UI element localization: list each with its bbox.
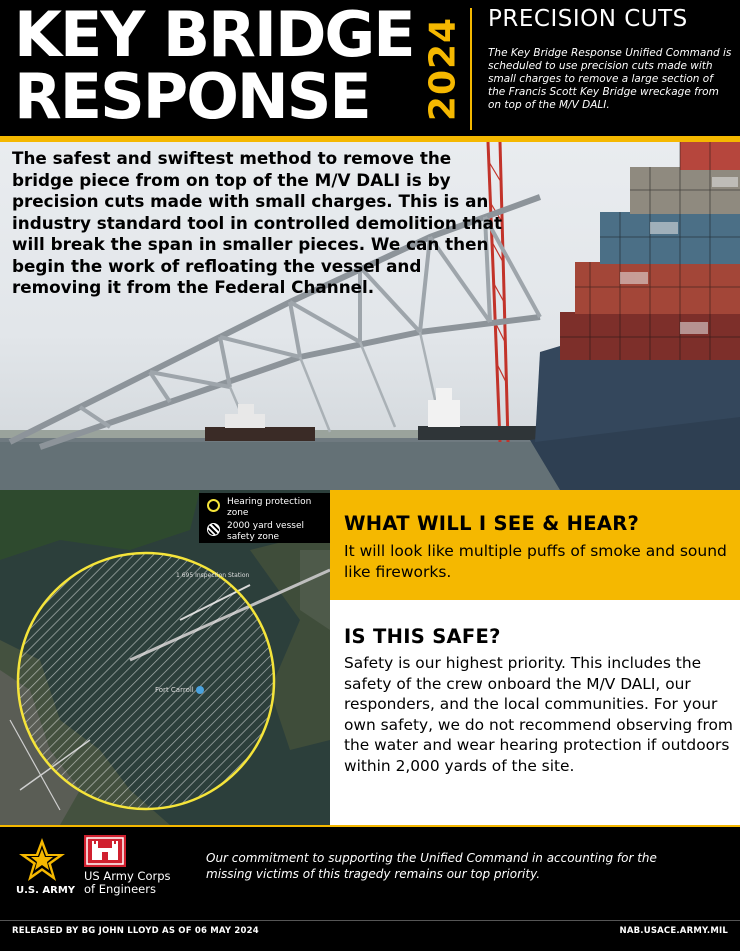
release-note: RELEASED BY BG JOHN LLOYD AS OF 06 MAY 2024 (12, 926, 259, 936)
usace-castle-icon (84, 835, 126, 867)
page-title (14, 0, 434, 133)
safety-heading: IS THIS SAFE? (344, 625, 501, 648)
safety-zone-map (0, 490, 330, 825)
legend-hearing-zone: Hearing protection zone (207, 497, 330, 519)
title-line-1: KEY BRIDGE (14, 0, 414, 71)
section-description: The Key Bridge Response Unified Command is scheduled to use precision cuts made with small charges to remove a large section of the Francis Scott Key Bridge wreckage from on top of the M/V DALI. (488, 47, 732, 111)
footer (0, 825, 740, 951)
website-link[interactable]: NAB.USACE.ARMY.MIL (619, 926, 728, 936)
map-label-station: 1 695 Inspection Station (176, 572, 250, 579)
section-title: PRECISION CUTS (488, 6, 688, 32)
safety-panel (330, 600, 740, 825)
see-hear-heading: WHAT WILL I SEE & HEAR? (344, 512, 640, 535)
see-hear-body: It will look like multiple puffs of smoke and sound like fireworks. (344, 542, 727, 581)
lead-paragraph: The safest and swiftest method to remove the bridge piece from on top of the M/V DALI is by precision cuts made with small charges. This is an industry standard tool in controlled demolition that will break the span in smaller pieces. We can then begin the work of refloating the vessel and removing it from the Federal Channel. (12, 148, 502, 297)
see-hear-panel (330, 490, 740, 600)
commitment-statement: Our commitment to supporting the Unified Command in accounting for the missing victims of this tragedy remains our top priority. (206, 851, 657, 881)
header-divider (470, 8, 472, 130)
hatched-circle-icon (207, 523, 220, 536)
army-star-icon (18, 837, 66, 883)
map-label-fort: Fort Carroll (155, 686, 194, 694)
title-line-2: RESPONSE (14, 60, 370, 133)
safety-body: Safety is our highest priority. This includes the safety of the crew onboard the M/V DALI, our responders, and the local communities. For your own safety, we do not recommend observing from the water and wear hearing protection if outdoors within 2,000 yards of the site. (344, 654, 733, 775)
footer-divider (0, 920, 740, 921)
legend-safety-zone: 2000 yard vessel safety zone (207, 521, 330, 543)
usace-label: US Army Corps of Engineers (84, 869, 171, 896)
header (0, 0, 740, 138)
map-legend (199, 493, 330, 543)
yellow-circle-icon (207, 499, 220, 512)
year-label: 2024 (422, 16, 464, 122)
army-label: U.S. ARMY (16, 885, 76, 896)
footer-gold-rule (0, 825, 740, 827)
bridge-photo (0, 142, 740, 490)
